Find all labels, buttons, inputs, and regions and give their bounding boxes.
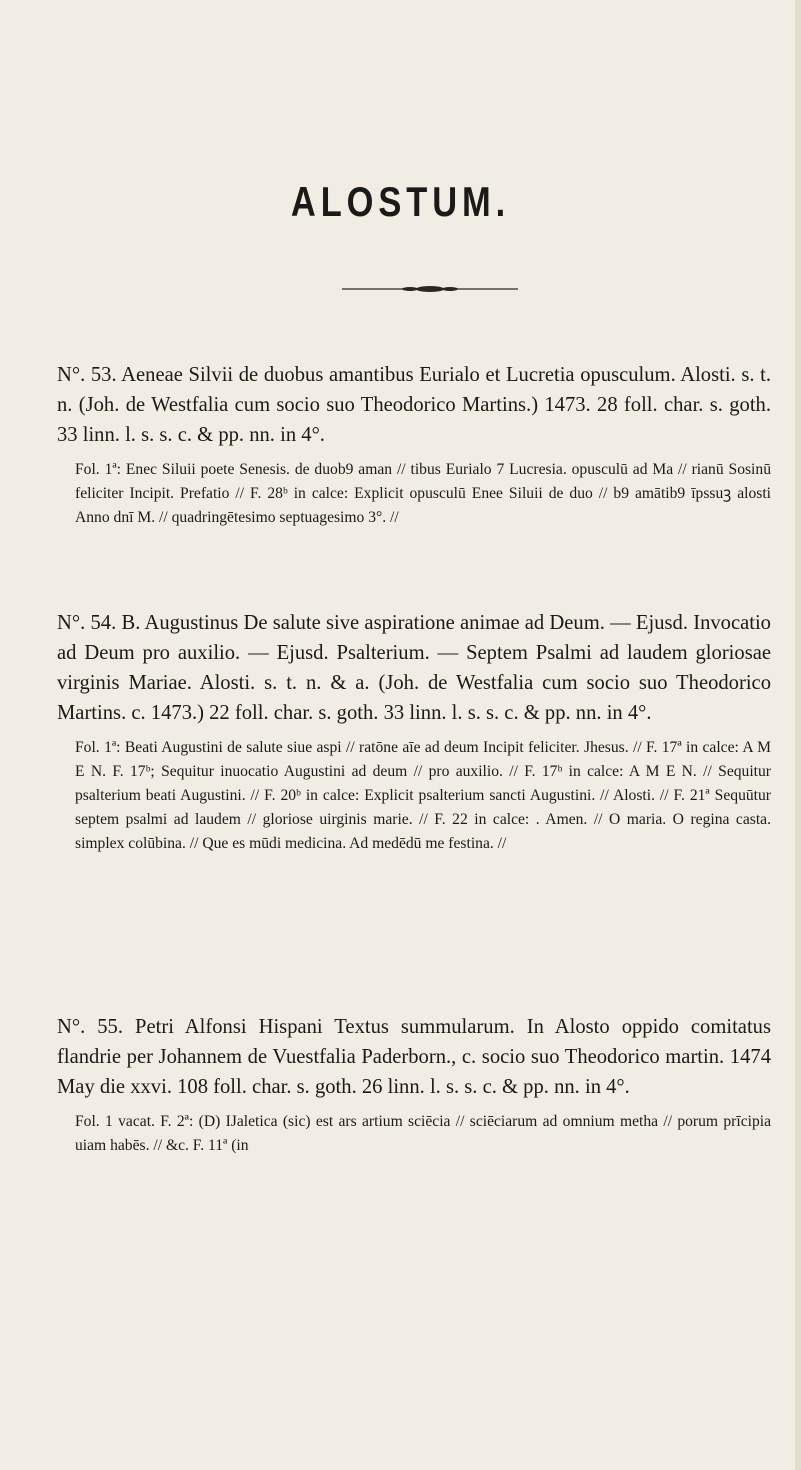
entry-text	[57, 1012, 771, 1102]
entry-text	[57, 360, 771, 450]
entry-note: Fol. 1ª: Enec Siluii poete Senesis. de duob9 aman // tibus Eurialo 7 Lucresia. opusculū ad Ma // rianū Sosinū feliciter Incipit. Prefatio // F. 28ᵇ in calce: Explicit opusculū Enee Siluii de duo // b9 amātib9 īpssuꝫ alosti Anno dnī M. // quadringētesimo septuagesimo 3°. //	[75, 461, 771, 526]
entry-description: B. Augustinus De salute sive aspiratione animae ad Deum. — Ejusd. Invocatio ad Deum pro auxilio. — Ejusd. Psalterium. — Septem Psalmi ad laudem gloriosae virginis Mariae. Alosti. s. t. n. & a. (Joh. de Westfalia cum socio suo Theodorico Martins. c. 1473.) 22 foll. char. s. goth. 33 linn. l. s. s. c. & pp. nn. in 4°.	[57, 612, 771, 724]
ornament-rule	[340, 284, 520, 294]
entry-description: Petri Alfonsi Hispani Textus summularum. In Alosto oppido comitatus flandrie per Johannem de Vuestfalia Paderborn., c. socio suo Theodorico martin. 1474 May die xxvi. 108 foll. char. s. goth. 26 linn. l. s. s. c. & pp. nn. in 4°.	[57, 1016, 771, 1098]
entry-number: N°. 55.	[57, 1016, 124, 1038]
catalogue-entry-53	[57, 360, 771, 530]
entry-description: Aeneae Silvii de duobus amantibus Eurialo et Lucretia opusculum. Alosti. s. t. n. (Joh. de Westfalia cum socio suo Theodorico Martins.) 1473. 28 foll. char. s. goth. 33 linn. l. s. s. c. & pp. nn. in 4°.	[57, 364, 771, 446]
entry-note: Fol. 1 vacat. F. 2ª: (D) IJaletica (sic) est ars artium sciēcia // sciēciarum ad omnium metha // porum prīcipia uiam habēs. // &c. F. 11ª (in	[75, 1113, 771, 1154]
entry-number: N°. 54.	[57, 612, 117, 634]
entry-note: Fol. 1ª: Beati Augustini de salute siue aspi // ratōne aīe ad deum Incipit feliciter. Jhesus. // F. 17ª in calce: A M E N. F. 17ᵇ; Sequitur inuocatio Augustini ad deum // pro auxilio. // F. 17ᵇ in calce: A M E N. // Sequitur psalterium beati Augustini. // F. 20ᵇ in calce: Explicit psalterium sancti Augustini. // Alosti. // F. 21ª Sequūtur septem psalmi ad laudem // gloriose uirginis marie. // F. 22 in calce: . Amen. // O maria. O regina casta. simplex colūbina. // Que es mūdi medicina. Ad medēdū me festina. //	[75, 739, 771, 852]
entry-text	[57, 608, 771, 728]
page-title: ALOSTUM.	[290, 178, 511, 225]
entry-number: N°. 53.	[57, 364, 117, 386]
catalogue-entry-54	[57, 608, 771, 856]
page-edge	[795, 0, 801, 1470]
catalogue-entry-55	[57, 1012, 771, 1158]
